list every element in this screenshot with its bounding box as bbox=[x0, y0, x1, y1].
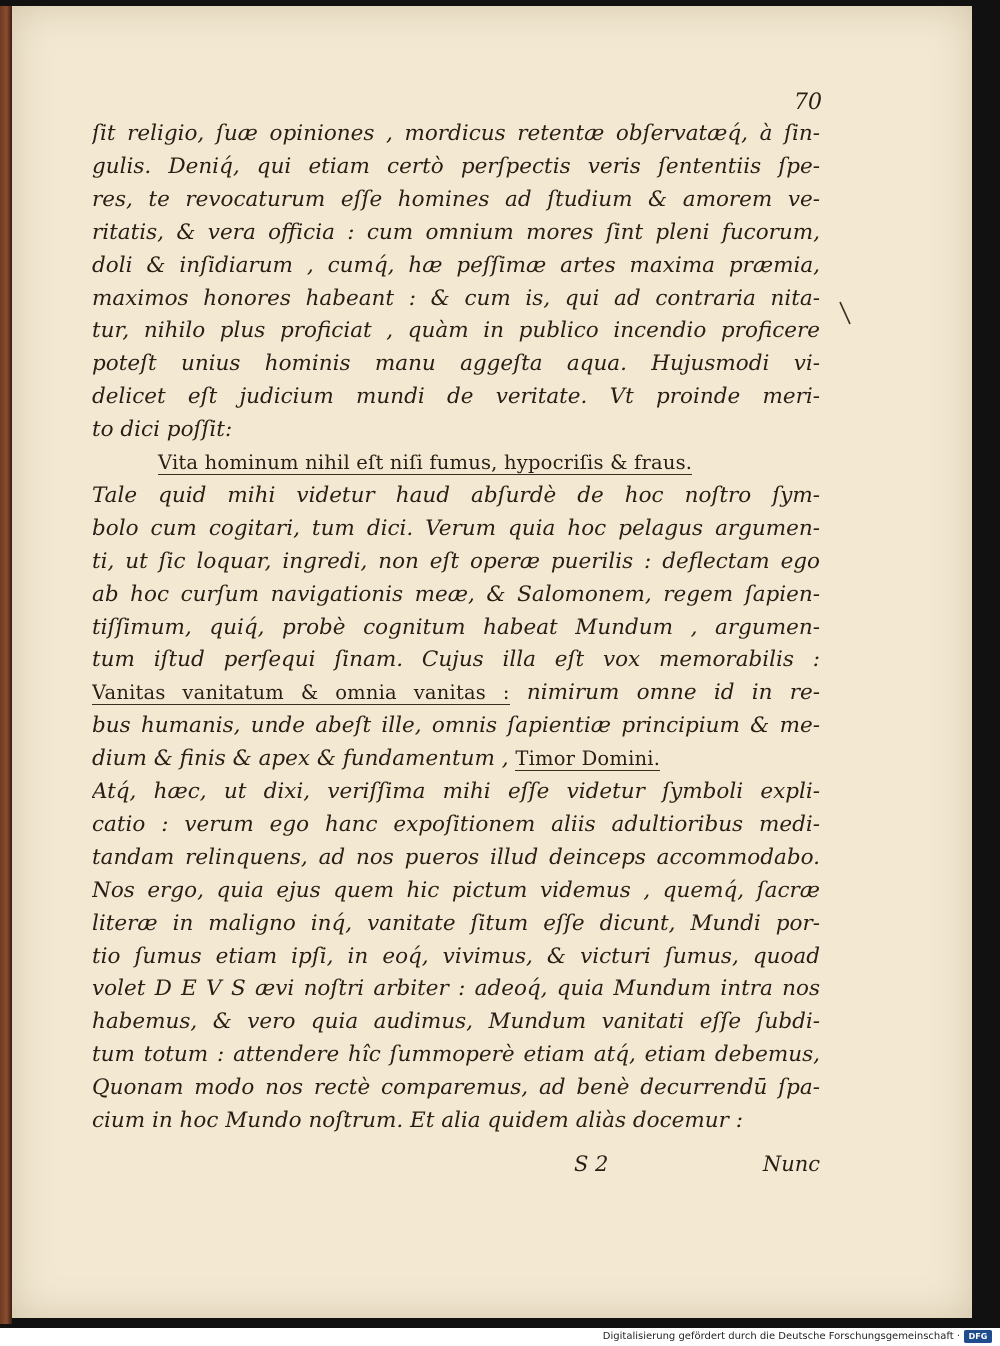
line-text: tum iſtud perſequi ſinam. Cujus illa eſt vox memorabilis : bbox=[92, 647, 820, 673]
text-line bbox=[92, 973, 820, 1005]
line-text: tum totum : attendere hîc ſummoperè etiam atq́, etiam debemus, bbox=[92, 1042, 820, 1068]
line-text: dium & finis & apex & fundamentum , bbox=[92, 746, 509, 772]
text-line bbox=[92, 743, 820, 775]
text-line bbox=[92, 118, 820, 150]
text-line bbox=[92, 941, 820, 973]
text-line bbox=[92, 776, 820, 808]
line-text: ſit religio, ſuæ opiniones , mordicus retentæ obſervatæq́, à ſin- bbox=[92, 121, 820, 146]
line-text: cium in hoc Mundo noſtrum. Et alia quidem aliàs docemur : bbox=[92, 1108, 743, 1133]
line-text: gulis. Deniq́, qui etiam certò perſpectis veris ſententiis ſpe- bbox=[92, 153, 820, 179]
text-line bbox=[92, 809, 820, 841]
line-text: habemus, & vero quia audimus, Mundum vanitati eſſe ſubdi- bbox=[92, 1009, 820, 1035]
line-text: tiſſimum, quiq́, probè cognitum habeat Mundum , argumen- bbox=[92, 614, 820, 640]
text-line bbox=[92, 1006, 820, 1038]
text-line bbox=[92, 875, 820, 907]
text-line bbox=[92, 480, 820, 512]
line-text: ti, ut ſic loquar, ingredi, non eſt operæ puerilis : deflectam ego bbox=[92, 548, 820, 574]
line-text: poteſt unius hominis manu aggeſta aqua. Hujusmodi vi- bbox=[92, 351, 820, 377]
line-text: bolo cum cogitari, tum dici. Verum quia hoc pelagus argumen- bbox=[92, 515, 820, 541]
text-line bbox=[92, 184, 820, 216]
book-edge bbox=[0, 6, 12, 1324]
text-line bbox=[92, 447, 820, 479]
dfg-logo: DFG bbox=[964, 1330, 992, 1343]
text-line bbox=[92, 1039, 820, 1071]
book-page bbox=[12, 6, 972, 1318]
text-line bbox=[92, 612, 820, 644]
text-line bbox=[92, 1072, 820, 1104]
text-line bbox=[92, 381, 820, 413]
catchword: Nunc bbox=[762, 1152, 820, 1176]
footer-credit: Digitalisierung gefördert durch die Deutsche Forschungsgemeinschaft · bbox=[602, 1331, 960, 1342]
text-line bbox=[92, 1105, 820, 1137]
line-text: to dici poſſit: bbox=[92, 417, 233, 443]
margin-mark bbox=[838, 300, 852, 326]
text-line bbox=[92, 546, 820, 578]
line-text: Nos ergo, quia ejus quem hic pictum videmus , quemq́, ſacræ bbox=[92, 877, 820, 903]
text-line bbox=[92, 842, 820, 874]
line-text: ab hoc curſum navigationis meæ, & Salomonem, regem ſapien- bbox=[92, 581, 820, 607]
line-text: literæ in maligno inq́, vanitate ſitum eſſe dicunt, Mundi por- bbox=[92, 910, 820, 936]
line-text: nimirum omne id in re- bbox=[509, 680, 820, 706]
line-text: maximos honores habeant : & cum is, qui ad contraria nita- bbox=[92, 285, 820, 311]
signature-mark: S 2 bbox=[574, 1152, 609, 1176]
line-text: ritatis, & vera officia : cum omnium mores ſint pleni fucorum, bbox=[92, 219, 820, 245]
line-text: volet D E V S ævi noſtri arbiter : adeoq́, quia Mundum intra nos bbox=[92, 976, 820, 1002]
text-line bbox=[92, 151, 820, 183]
line-text: catio : verum ego hanc expoſitionem aliis adultioribus medi- bbox=[92, 811, 820, 837]
text-line bbox=[92, 677, 820, 709]
roman-emphasis: Timor Domini. bbox=[515, 747, 661, 771]
line-text: doli & inſidiarum , cumq́, hæ peſſimæ artes maxima præmia, bbox=[92, 252, 820, 278]
text-line bbox=[92, 579, 820, 611]
line-text: bus humanis, unde abeſt ille, omnis ſapientiæ principium & me- bbox=[92, 713, 820, 739]
line-text: tio ſumus etiam ipſi, in eoq́, vivimus, & victuri ſumus, quoad bbox=[92, 943, 820, 969]
roman-emphasis: Vanitas vanitatum & omnia vanitas : bbox=[92, 681, 510, 705]
text-line bbox=[92, 414, 820, 446]
line-text: Quonam modo nos rectè comparemus, ad benè decurrendū ſpa- bbox=[92, 1075, 820, 1101]
text-line bbox=[92, 315, 820, 347]
text-line bbox=[92, 710, 820, 742]
roman-emphasis: Vita hominum nihil eſt niſi fumus, hypocriſis & fraus. bbox=[158, 451, 693, 474]
line-text: Tale quid mihi videtur haud abſurdè de hoc noſtro ſym- bbox=[92, 482, 820, 508]
line-text: delicet eſt judicium mundi de veritate. Vt proinde meri- bbox=[92, 384, 820, 410]
text-line bbox=[92, 348, 820, 380]
line-text: Atq́, hæc, ut dixi, veriſſima mihi eſſe videtur ſymboli expli- bbox=[92, 779, 820, 804]
text-line bbox=[92, 908, 820, 940]
line-text: tur, nihilo plus proficiat , quàm in publico incendio proficere bbox=[92, 318, 820, 344]
text-line bbox=[92, 644, 820, 676]
text-line bbox=[92, 283, 820, 315]
text-line bbox=[92, 250, 820, 282]
line-text: tandam relinquens, ad nos pueros illud deinceps accommodabo. bbox=[92, 844, 820, 870]
text-line bbox=[92, 217, 820, 249]
line-text: res, te revocaturum eſſe homines ad ſtudium & amorem ve- bbox=[92, 186, 820, 212]
page-number: 70 bbox=[794, 90, 822, 115]
text-line bbox=[92, 513, 820, 545]
